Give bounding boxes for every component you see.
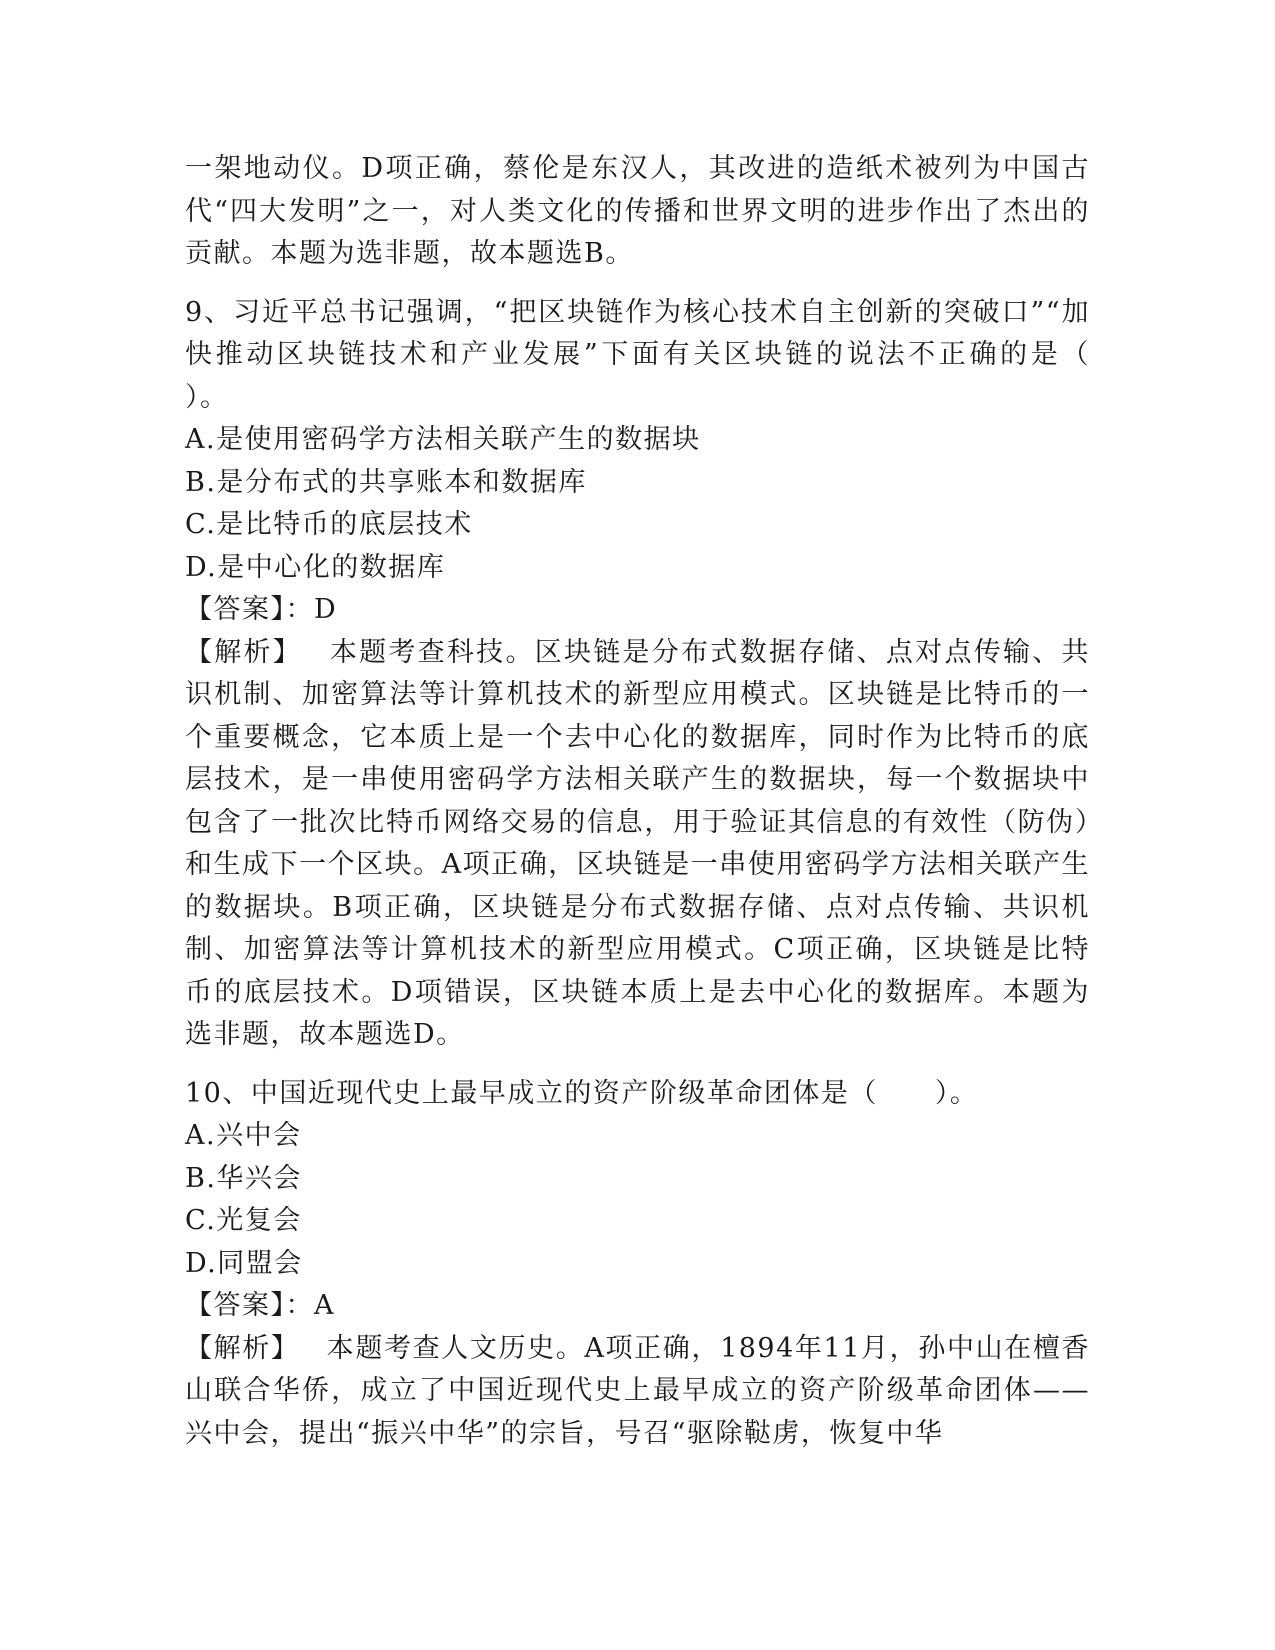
- question-9-option-a: A.是使用密码学方法相关联产生的数据块: [185, 424, 701, 455]
- question-10-analysis-text: 本题考查人文历史。A项正确，1894年11月，孙中山在檀香山联合华侨，成立了中国近现代史上最早成立的资产阶级革命团体——兴中会，提出“振兴中华”的宗旨，号召“驱除鞑虏，恢复中华: [185, 1332, 1090, 1449]
- question-9-option-d: D.是中心化的数据库: [185, 551, 446, 583]
- question-10: [185, 1073, 1090, 1456]
- question-10-option-d: D.同盟会: [185, 1247, 303, 1279]
- paragraph-gap: [185, 1057, 1090, 1073]
- intro-paragraph: 一架地动仪。D项正确，蔡伦是东汉人，其改进的造纸术被列为中国古代“四大发明”之一，对人类文化的传播和世界文明的进步作出了杰出的贡献。本题为选非题，故本题选B。: [185, 153, 1090, 269]
- question-9-analysis-label: 【解析】: [185, 636, 303, 668]
- question-9-analysis: [185, 632, 1090, 1057]
- question-10-option-a: A.兴中会: [185, 1120, 302, 1151]
- question-9: [185, 292, 1147, 1057]
- question-9-option-b: B.是分布式的共享账本和数据库: [185, 466, 587, 498]
- paragraph-gap: [185, 276, 1090, 292]
- question-10-analysis: [185, 1328, 1090, 1456]
- question-10-option-b: B.华兴会: [185, 1162, 302, 1194]
- question-9-stem: 9、习近平总书记强调，“把区块链作为核心技术自主创新的突破口”“加快推动区块链技术和产业发展”下面有关区块链的说法不正确的是（ ）。: [185, 296, 1147, 413]
- page-content: [185, 148, 1147, 1455]
- question-9-answer: 【答案】：D: [185, 594, 338, 625]
- question-10-answer: 【答案】：A: [185, 1290, 335, 1321]
- question-10-option-c: C.光复会: [185, 1205, 302, 1236]
- question-10-analysis-label: 【解析】: [185, 1332, 300, 1364]
- question-10-stem: 10、中国近现代史上最早成立的资产阶级革命团体是（ ）。: [185, 1077, 979, 1109]
- question-9-option-c: C.是比特币的底层技术: [185, 509, 473, 540]
- question-9-analysis-text: 本题考查科技。区块链是分布式数据存储、点对点传输、共识机制、加密算法等计算机技术的新型应用模式。区块链是比特币的一个重要概念，它本质上是一个去中心化的数据库，同时作为比特币的底层技术，是一串使用密码学方法相关联产生的数据块，每一个数据块中包含了一批次比特币网络交易的信息，用于验证其信息的有效性（防伪）和生成下一个区块。A项正确，区块链是一串使用密码学方法相关联产生的数据块。B项正确，区块链是分布式数据存储、点对点传输、共识机制、加密算法等计算机技术的新型应用模式。C项正确，区块链是比特币的底层技术。D项错误，区块链本质上是去中心化的数据库。本题为选非题，故本题选D。: [185, 636, 1091, 1050]
